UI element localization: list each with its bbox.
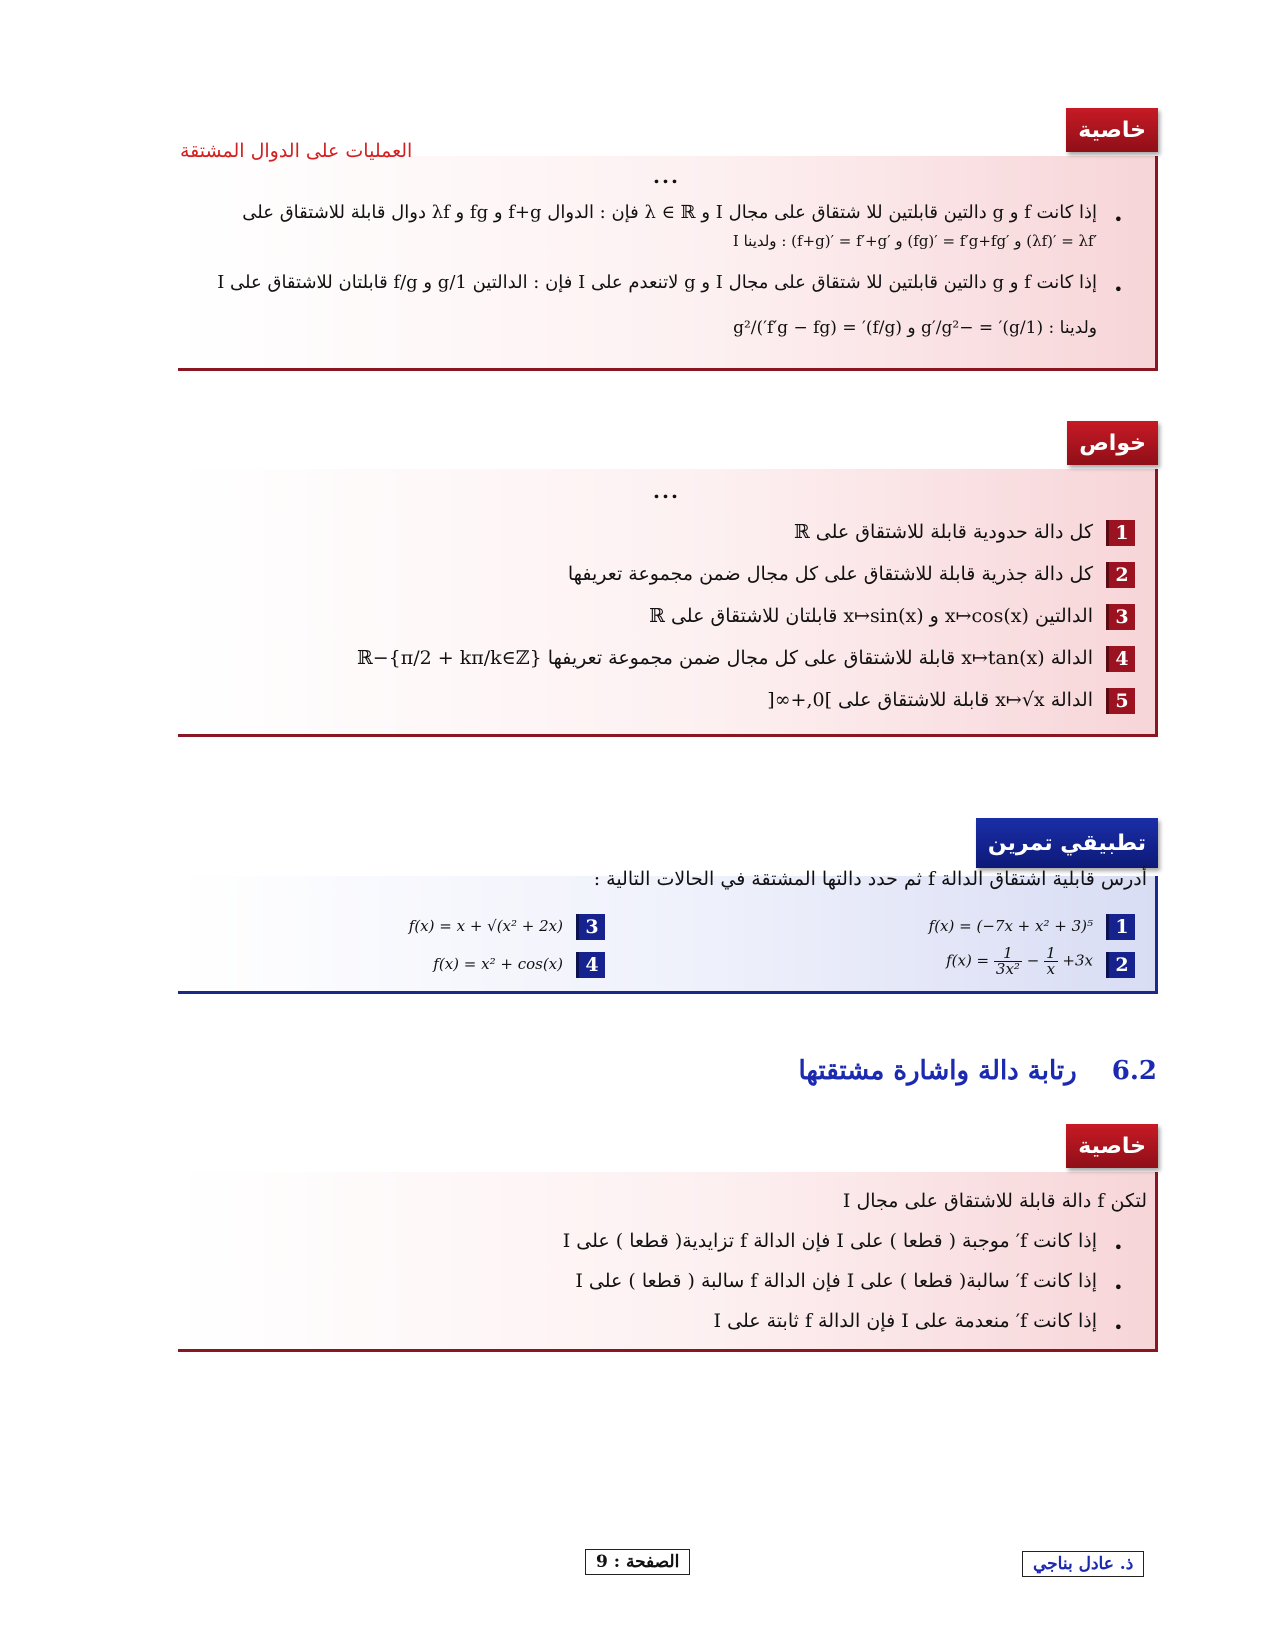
- exercise-formula-3: f(x) = x + √(x² + 2x): [408, 917, 563, 935]
- property-item: الدالة x↦tan(x) قابلة للاشتقاق على كل مجال ضمن مجموعة تعريفها ℝ−{π/2 + kπ/k∈ℤ}: [356, 647, 1093, 669]
- bullet-icon: •: [1113, 1238, 1123, 1257]
- item-number: 3: [1106, 604, 1135, 630]
- exercise-box: [178, 830, 1158, 994]
- item2-line1: إذا كانت f و g دالتين قابلتين للا شتقاق على مجال I و g لاتنعدم على I فإن : الدالتين 1/g و f/g قابلتان للاشتقاق على I: [217, 272, 1097, 293]
- item-number: 2: [1106, 562, 1135, 588]
- property-box-monotonicity: [178, 1133, 1158, 1352]
- fraction-numerator: 1: [994, 946, 1022, 962]
- formula-rest: +3x: [1062, 951, 1093, 970]
- fraction: [1044, 946, 1058, 977]
- property-item: الدالتين x↦cos(x) و x↦sin(x) قابلتان للاشتقاق على ℝ: [649, 605, 1093, 627]
- page-number: الصفحة : 9: [585, 1549, 690, 1575]
- section-number: 6.2: [1111, 1056, 1157, 1086]
- ellipsis: ...: [653, 164, 680, 188]
- property-item: الدالة x↦√x قابلة للاشتقاق على ]0,+∞[: [767, 689, 1093, 711]
- bullet-icon: •: [1113, 1278, 1123, 1297]
- item-number: 4: [1106, 646, 1135, 672]
- fraction-denominator: x: [1046, 960, 1056, 978]
- item1-line2: I ولدينا : (f+g)′ = f′+g′ و (fg)′ = f′g+fg′ و (λf)′ = λf′: [732, 232, 1097, 250]
- section-heading: [798, 1056, 1157, 1086]
- item2-line2: ولدينا : (1/g)′ = −g′/g² و (f/g)′ = (f′g − fg′)/g²: [733, 318, 1097, 338]
- property-item: كل دالة جذرية قابلة للاشتقاق على كل مجال ضمن مجموعة تعريفها: [567, 563, 1093, 585]
- exercise-intro: أدرس قابلية اشتقاق الدالة f ثم حدد دالتها المشتقة في الحالات التالية :: [593, 868, 1147, 890]
- section-title: رتابة دالة واشارة مشتقتها: [798, 1056, 1077, 1086]
- item-number: 2: [1106, 952, 1135, 978]
- property-tag: خاصية: [1066, 108, 1158, 152]
- property-item: إذا كانت f′ موجبة ( قطعا ) على I فإن الدالة f تزايدية( قطعا ) على I: [562, 1230, 1097, 1252]
- formula-prefix: f(x) =: [946, 951, 990, 970]
- fraction: [994, 946, 1022, 977]
- property-item: إذا كانت f′ منعدمة على I فإن الدالة f ثابتة على I: [713, 1310, 1097, 1332]
- fraction-denominator: 3x²: [995, 960, 1020, 978]
- property-intro: لتكن f دالة قابلة للاشتقاق على مجال I: [842, 1190, 1147, 1212]
- fraction-numerator: 1: [1046, 944, 1056, 962]
- item1-line1: إذا كانت f و g دالتين قابلتين للا شتقاق على مجال I و λ ∈ ℝ فإن : الدوال f+g و fg و λf دوال قابلة للاشتقاق على: [242, 202, 1097, 223]
- properties-box-differentiable-functions: [178, 430, 1158, 737]
- item-number: 1: [1106, 520, 1135, 546]
- property-item: كل دالة حدودية قابلة للاشتقاق على ℝ: [793, 521, 1093, 543]
- bullet-icon: •: [1113, 1318, 1123, 1337]
- item-number: 4: [576, 952, 605, 978]
- item-number: 1: [1106, 914, 1135, 940]
- box-subtitle: العمليات على الدوال المشتقة: [180, 140, 413, 162]
- property-tag: خاصية: [1066, 1124, 1158, 1168]
- bullet-icon: •: [1113, 280, 1123, 299]
- ellipsis: ...: [653, 479, 680, 503]
- property-item: إذا كانت f′ سالبة( قطعا ) على I فإن الدالة f سالبة ( قطعا ) على I: [575, 1270, 1097, 1292]
- author-name: ذ. عادل بناجي: [1022, 1551, 1144, 1577]
- properties-tag: خواص: [1067, 421, 1158, 465]
- bullet-icon: •: [1113, 210, 1123, 229]
- exercise-formula-1: f(x) = (−7x + x² + 3)⁵: [928, 917, 1093, 935]
- item-number: 5: [1106, 688, 1135, 714]
- minus-sign: −: [1026, 951, 1040, 970]
- exercise-formula-2: [946, 946, 1093, 977]
- exercise-formula-4: f(x) = x² + cos(x): [433, 955, 563, 973]
- property-box-derivative-operations: [178, 117, 1158, 371]
- exercise-tag: تطبيقي تمرين: [976, 818, 1158, 868]
- item-number: 3: [576, 914, 605, 940]
